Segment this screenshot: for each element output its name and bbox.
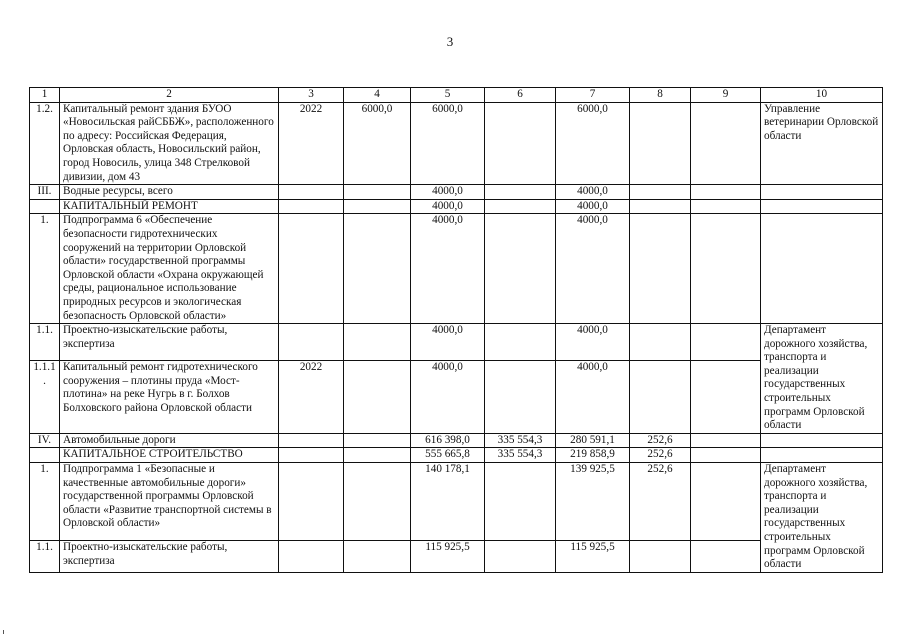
cell-description: Капитальный ремонт здания БУОО «Новосильская райСББЖ», расположенного по адресу: Российская Федерация, Орловская область, Новосильский район, город Новосиль, улица 348 Стрелковой дивизии, дом 43 xyxy=(60,102,279,185)
cell-col3 xyxy=(279,199,344,214)
budget-table xyxy=(29,87,883,573)
cell-col9 xyxy=(691,433,761,448)
cell-responsible xyxy=(761,199,883,214)
cell-col8: 252,6 xyxy=(630,433,691,448)
cell-col7: 6000,0 xyxy=(556,102,630,185)
cell-col4 xyxy=(344,324,411,361)
cell-item-number: 1.1.1. xyxy=(30,361,60,434)
cell-col6 xyxy=(485,185,556,200)
cell-description: Подпрограмма 6 «Обеспечение безопасности гидротехнических сооружений на территории Орловской области» государственной программы Орловской области «Охрана окружающей среды, рациональное использование природных ресурсов и экологическая безопасность Орловской области» xyxy=(60,214,279,324)
cell-description: Подпрограмма 1 «Безопасные и качественные автомобильные дороги» государственной программы Орловской области «Развитие транспортной системы в Орловской области» xyxy=(60,463,279,541)
cell-col8 xyxy=(630,324,691,361)
cell-col9 xyxy=(691,185,761,200)
cell-col8 xyxy=(630,199,691,214)
cell-col5: 4000,0 xyxy=(411,361,485,434)
cell-col9 xyxy=(691,102,761,185)
cell-col4: 6000,0 xyxy=(344,102,411,185)
scan-mark xyxy=(3,630,4,634)
column-header: 1 xyxy=(30,88,60,103)
cell-col8 xyxy=(630,102,691,185)
cell-col9 xyxy=(691,463,761,541)
cell-col6 xyxy=(485,540,556,572)
cell-item-number xyxy=(30,448,60,463)
cell-col6: 335 554,3 xyxy=(485,433,556,448)
table-row xyxy=(30,433,883,448)
cell-col7: 219 858,9 xyxy=(556,448,630,463)
table-row xyxy=(30,214,883,324)
cell-responsible: Управление ветеринарии Орловской области xyxy=(761,102,883,185)
cell-col6 xyxy=(485,361,556,434)
cell-col9 xyxy=(691,324,761,361)
cell-col5: 616 398,0 xyxy=(411,433,485,448)
cell-col5: 115 925,5 xyxy=(411,540,485,572)
table-row xyxy=(30,540,883,572)
cell-item-number: 1.1. xyxy=(30,324,60,361)
cell-col4 xyxy=(344,433,411,448)
cell-item-number: 1. xyxy=(30,214,60,324)
cell-col5: 555 665,8 xyxy=(411,448,485,463)
column-header: 2 xyxy=(60,88,279,103)
page-number: 3 xyxy=(446,34,454,49)
cell-col8 xyxy=(630,540,691,572)
cell-col9 xyxy=(691,540,761,572)
cell-col9 xyxy=(691,448,761,463)
cell-item-number: 1. xyxy=(30,463,60,541)
cell-col5: 6000,0 xyxy=(411,102,485,185)
cell-col6 xyxy=(485,199,556,214)
header-row xyxy=(30,88,883,103)
cell-col9 xyxy=(691,214,761,324)
cell-col9 xyxy=(691,361,761,434)
cell-description: Проектно-изыскательские работы, экспертиза xyxy=(60,540,279,572)
table-row xyxy=(30,361,883,434)
cell-col7: 4000,0 xyxy=(556,324,630,361)
cell-col8: 252,6 xyxy=(630,448,691,463)
cell-col3: 2022 xyxy=(279,361,344,434)
cell-col6 xyxy=(485,102,556,185)
cell-item-number: III. xyxy=(30,185,60,200)
cell-col3: 2022 xyxy=(279,102,344,185)
cell-description: КАПИТАЛЬНЫЙ РЕМОНТ xyxy=(60,199,279,214)
cell-col4 xyxy=(344,199,411,214)
column-header: 7 xyxy=(556,88,630,103)
cell-col7: 4000,0 xyxy=(556,185,630,200)
cell-col5: 4000,0 xyxy=(411,324,485,361)
column-header: 10 xyxy=(761,88,883,103)
cell-col7: 115 925,5 xyxy=(556,540,630,572)
cell-col3 xyxy=(279,448,344,463)
cell-description: Водные ресурсы, всего xyxy=(60,185,279,200)
table-row xyxy=(30,463,883,541)
cell-col3 xyxy=(279,463,344,541)
cell-col4 xyxy=(344,540,411,572)
cell-description: Проектно-изыскательские работы, экспертиза xyxy=(60,324,279,361)
cell-item-number xyxy=(30,199,60,214)
cell-item-number: IV. xyxy=(30,433,60,448)
cell-col5: 4000,0 xyxy=(411,185,485,200)
column-header: 5 xyxy=(411,88,485,103)
cell-col3 xyxy=(279,433,344,448)
cell-description: Капитальный ремонт гидротехнического сооружения – плотины пруда «Мост-плотина» на реке Нугрь в г. Болхов Болховского района Орловской области xyxy=(60,361,279,434)
column-header: 8 xyxy=(630,88,691,103)
cell-col4 xyxy=(344,463,411,541)
table-row xyxy=(30,185,883,200)
cell-col7: 4000,0 xyxy=(556,361,630,434)
cell-col6: 335 554,3 xyxy=(485,448,556,463)
cell-col7: 4000,0 xyxy=(556,199,630,214)
cell-col7: 139 925,5 xyxy=(556,463,630,541)
cell-description: Автомобильные дороги xyxy=(60,433,279,448)
cell-col4 xyxy=(344,448,411,463)
cell-col3 xyxy=(279,185,344,200)
cell-col8 xyxy=(630,214,691,324)
cell-col3 xyxy=(279,214,344,324)
cell-col5: 140 178,1 xyxy=(411,463,485,541)
cell-col4 xyxy=(344,185,411,200)
table-row xyxy=(30,199,883,214)
cell-item-number: 1.2. xyxy=(30,102,60,185)
column-header: 4 xyxy=(344,88,411,103)
cell-responsible: Департамент дорожного хозяйства, транспорта и реализации государственных строительных программ Орловской области xyxy=(761,324,883,434)
cell-col5: 4000,0 xyxy=(411,214,485,324)
cell-col6 xyxy=(485,214,556,324)
cell-col8 xyxy=(630,185,691,200)
cell-responsible xyxy=(761,185,883,200)
cell-col3 xyxy=(279,324,344,361)
column-header: 6 xyxy=(485,88,556,103)
cell-col9 xyxy=(691,199,761,214)
cell-item-number: 1.1. xyxy=(30,540,60,572)
cell-responsible xyxy=(761,433,883,448)
cell-col6 xyxy=(485,463,556,541)
cell-col4 xyxy=(344,214,411,324)
column-header: 9 xyxy=(691,88,761,103)
cell-col7: 280 591,1 xyxy=(556,433,630,448)
table-row xyxy=(30,102,883,185)
cell-col4 xyxy=(344,361,411,434)
column-header: 3 xyxy=(279,88,344,103)
cell-col5: 4000,0 xyxy=(411,199,485,214)
cell-col7: 4000,0 xyxy=(556,214,630,324)
cell-col8: 252,6 xyxy=(630,463,691,541)
cell-responsible xyxy=(761,214,883,324)
cell-col3 xyxy=(279,540,344,572)
cell-col8 xyxy=(630,361,691,434)
cell-col6 xyxy=(485,324,556,361)
cell-description: КАПИТАЛЬНОЕ СТРОИТЕЛЬСТВО xyxy=(60,448,279,463)
cell-responsible: Департамент дорожного хозяйства, транспорта и реализации государственных строительных программ Орловской области xyxy=(761,463,883,573)
table-row xyxy=(30,448,883,463)
table-row xyxy=(30,324,883,361)
cell-responsible xyxy=(761,448,883,463)
